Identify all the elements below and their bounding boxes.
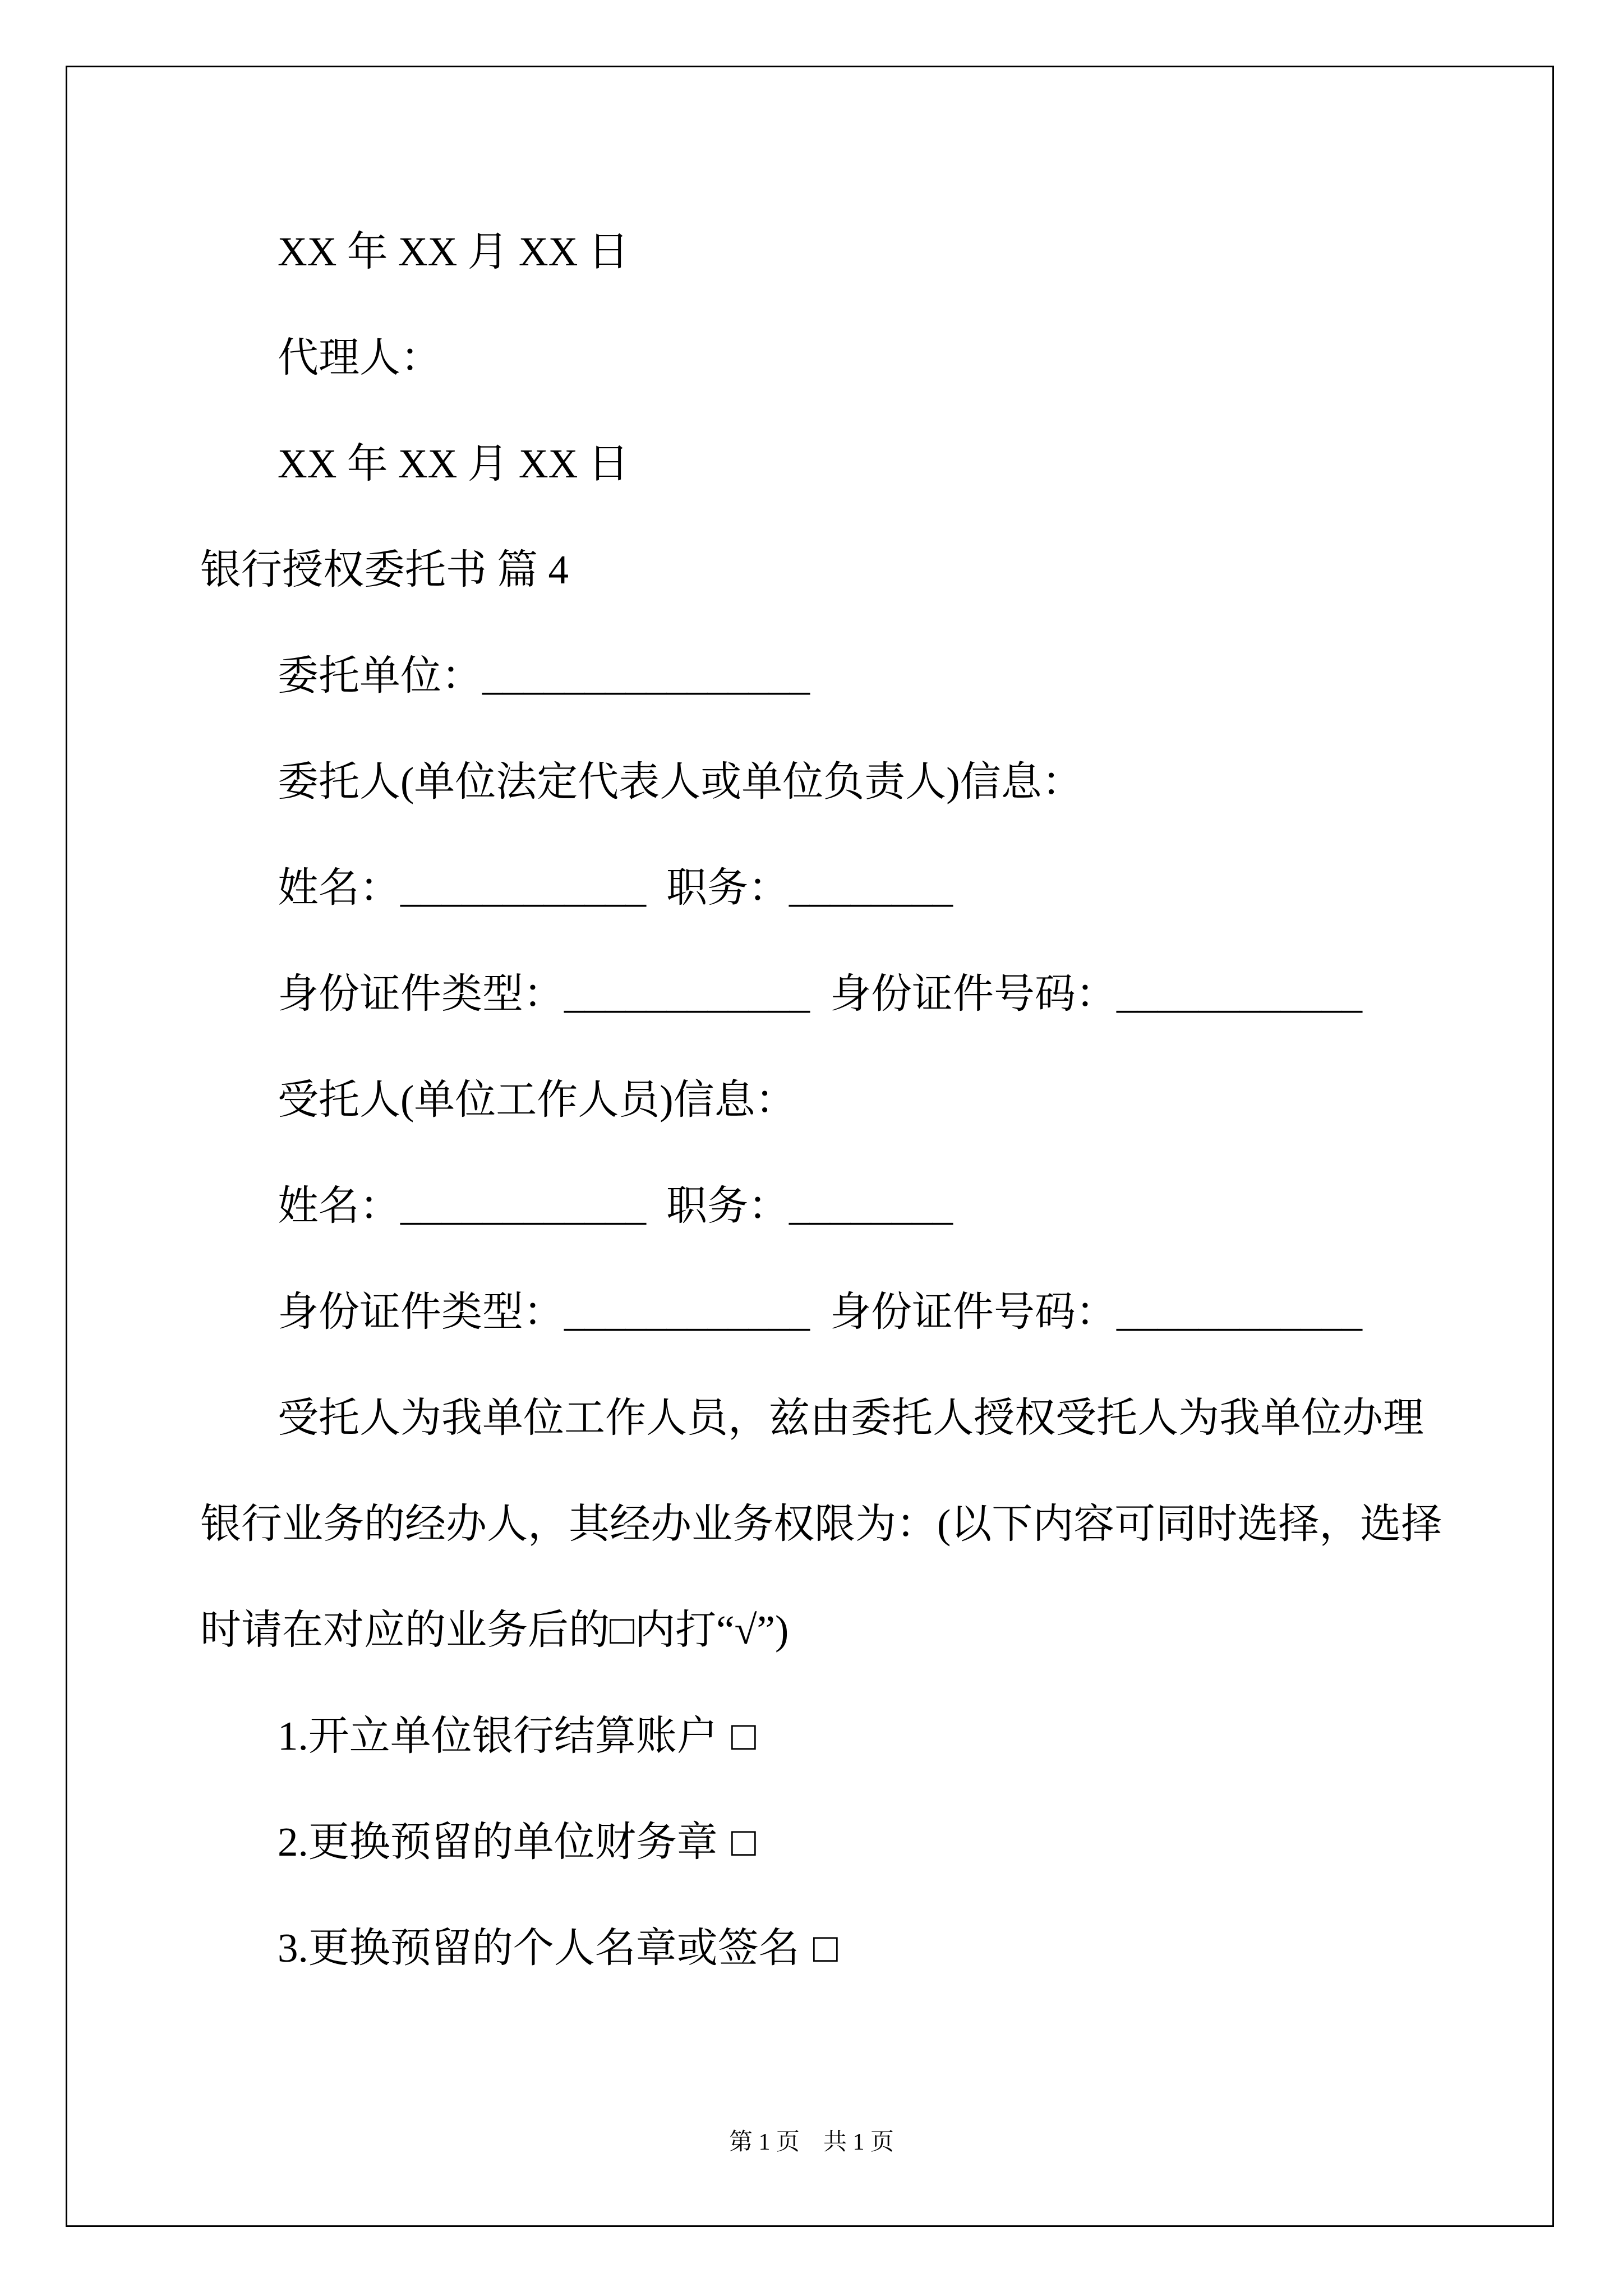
- agent-id-row: [200, 1259, 1442, 1365]
- paragraph-line: 银行业务的经办人，其经办业务权限为：(以下内容可同时选择，选择: [200, 1501, 1442, 1547]
- agent-name-label: 姓名：: [278, 1183, 400, 1228]
- agent-signature-label: 代理人：: [278, 335, 441, 380]
- business-item-label: 2.更换预留的单位财务章: [278, 1819, 718, 1865]
- agent-name-position-row: [200, 1153, 1442, 1259]
- business-item-label: 1.开立单位银行结算账户: [278, 1713, 718, 1759]
- paragraph-line: 受托人为我单位工作人员，兹由委托人授权受托人为我单位办理: [278, 1395, 1424, 1441]
- principal-name-blank: ____________: [400, 865, 646, 910]
- principal-name-label: 姓名：: [278, 865, 400, 910]
- agent-id-number-blank: ____________: [1117, 1289, 1362, 1335]
- business-item-open-account: [200, 1683, 1442, 1789]
- agent-signature-date: XX 年 XX 月 XX 日: [278, 441, 629, 486]
- principal-name-position-row: [200, 835, 1442, 941]
- agent-id-type-blank: ____________: [564, 1289, 810, 1335]
- business-item-change-personal-seal: [200, 1895, 1442, 2001]
- principal-id-type-label: 身份证件类型：: [278, 971, 564, 1016]
- principal-signature-date: XX 年 XX 月 XX 日: [278, 229, 629, 274]
- checkbox-icon: □: [731, 1819, 756, 1865]
- page-footer: 第 1 页 共 1 页: [728, 2129, 894, 2155]
- agent-heading: 受托人(单位工作人员)信息：: [278, 1077, 796, 1122]
- principal-position-blank: ________: [789, 865, 953, 910]
- entrusting-unit-field: [200, 623, 1442, 729]
- paragraph-line: 时请在对应的业务后的□内打“√”): [200, 1607, 789, 1653]
- agent-id-number-label: 身份证件号码：: [830, 1289, 1117, 1335]
- principal-id-number-blank: ____________: [1117, 971, 1362, 1016]
- agent-position-blank: ________: [789, 1183, 953, 1228]
- agent-name-blank: ____________: [400, 1183, 646, 1228]
- agent-id-type-label: 身份证件类型：: [278, 1289, 564, 1335]
- business-item-label: 3.更换预留的个人名章或签名: [278, 1925, 800, 1971]
- entrusting-unit-label: 委托单位：: [278, 653, 482, 698]
- business-item-change-finance-seal: [200, 1789, 1442, 1895]
- authorization-paragraph: [200, 1365, 1442, 1683]
- checkbox-icon: □: [813, 1925, 838, 1971]
- principal-heading: 委托人(单位法定代表人或单位负责人)信息：: [278, 759, 1083, 804]
- principal-id-row: [200, 941, 1442, 1047]
- form-title: 银行授权委托书 篇 4: [200, 547, 569, 592]
- entrusting-unit-blank: ________________: [482, 653, 810, 698]
- agent-position-label: 职务：: [666, 1183, 789, 1228]
- principal-id-type-blank: ____________: [564, 971, 810, 1016]
- document-body: [200, 199, 1442, 2001]
- principal-id-number-label: 身份证件号码：: [830, 971, 1117, 1016]
- principal-position-label: 职务：: [666, 865, 789, 910]
- checkbox-icon: □: [731, 1713, 756, 1759]
